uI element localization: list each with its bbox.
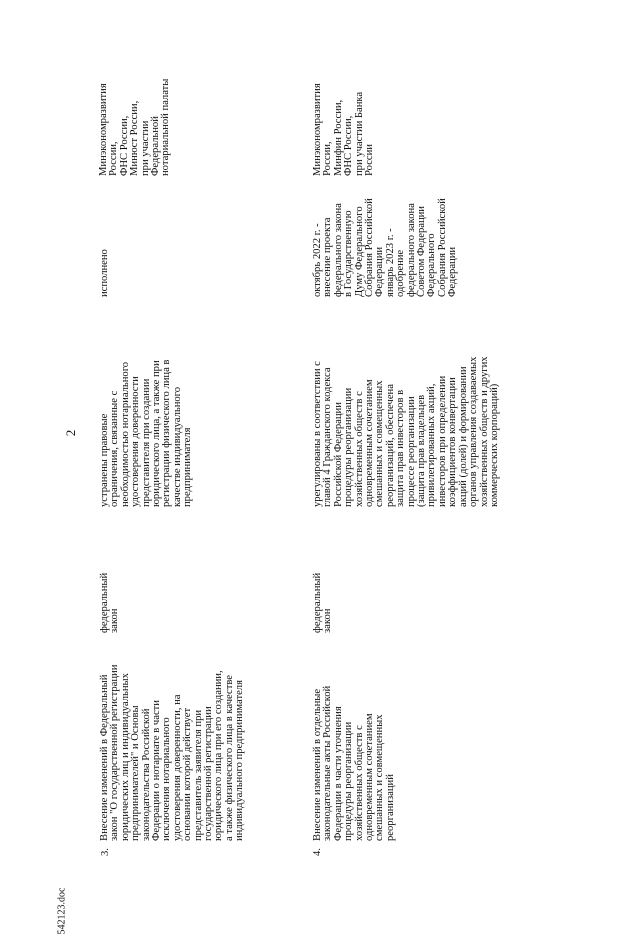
row-3-deadline: исполнено [99, 249, 110, 297]
row-4-result: урегулированы в соответствии с главой 4 Гражданского кодекса Российской Федерации процедуры реорганизации хозяйственных обществ с одновременным сочетанием смешанных и совмещенных реорганизаций, обеспечена защита прав инвесторов в процессе реорганизации (защита прав владельцев привилегированных акций, инвесторов при определении коэффициентов конвертации акций (долей) и формировании органов управления создаваемых хозяйственных обществ и других коммерческих корпораций) [312, 356, 500, 507]
row-4-responsible: Минэкономразвития России, Минфин России, ФНС России, при участии Банка России [312, 83, 376, 176]
page-number: 2 [63, 429, 78, 437]
row-4-number: 4. [312, 848, 323, 856]
row-4-deadline: октябрь 2022 г. - внесение проекта федерального закона в Государственную Думу Федерального Собрания Российской Федерации январь 2023 г. - одобрение федерального закона Советом Федерации Федерального Собрания Российской Федерации [312, 198, 459, 297]
row-3-title: Внесение изменений в Федеральный закон "О государственной регистрации юридических лиц и индивидуальных предпринимателей" и Основы законодательства Российской Федерации о нотариате в части исключения нотариального удостоверения доверенности, на основании которой действует представитель заявителя при государственной регистрации юридического лица при его создании, а также физического лица в качестве индивидуального предпринимателя [99, 664, 246, 841]
row-3-responsible: Минэкономразвития России, ФНС России, Минюст России, при участии Федеральной нотариальной палаты [98, 78, 172, 176]
row-3-act-type: федеральный закон [99, 572, 121, 633]
row-3-number: 3. [100, 848, 111, 856]
row-3-result: устранены правовые ограничения, связанные с необходимостью нотариального удостоверения доверенности представителя при создании юридического лица, а также при регистрации физического лица в качестве индивидуального предпринимателя [99, 359, 194, 507]
row-4-act-type: федеральный закон [312, 572, 334, 633]
file-identifier: 542123.doc [56, 887, 68, 935]
row-4-title: Внесение изменений в отдельные законодательные акты Российской Федерации в части уточнения процедуры реорганизации хозяйственных обществ с одновременным сочетанием смешанных и совмещенных реорганизаций [312, 685, 396, 841]
